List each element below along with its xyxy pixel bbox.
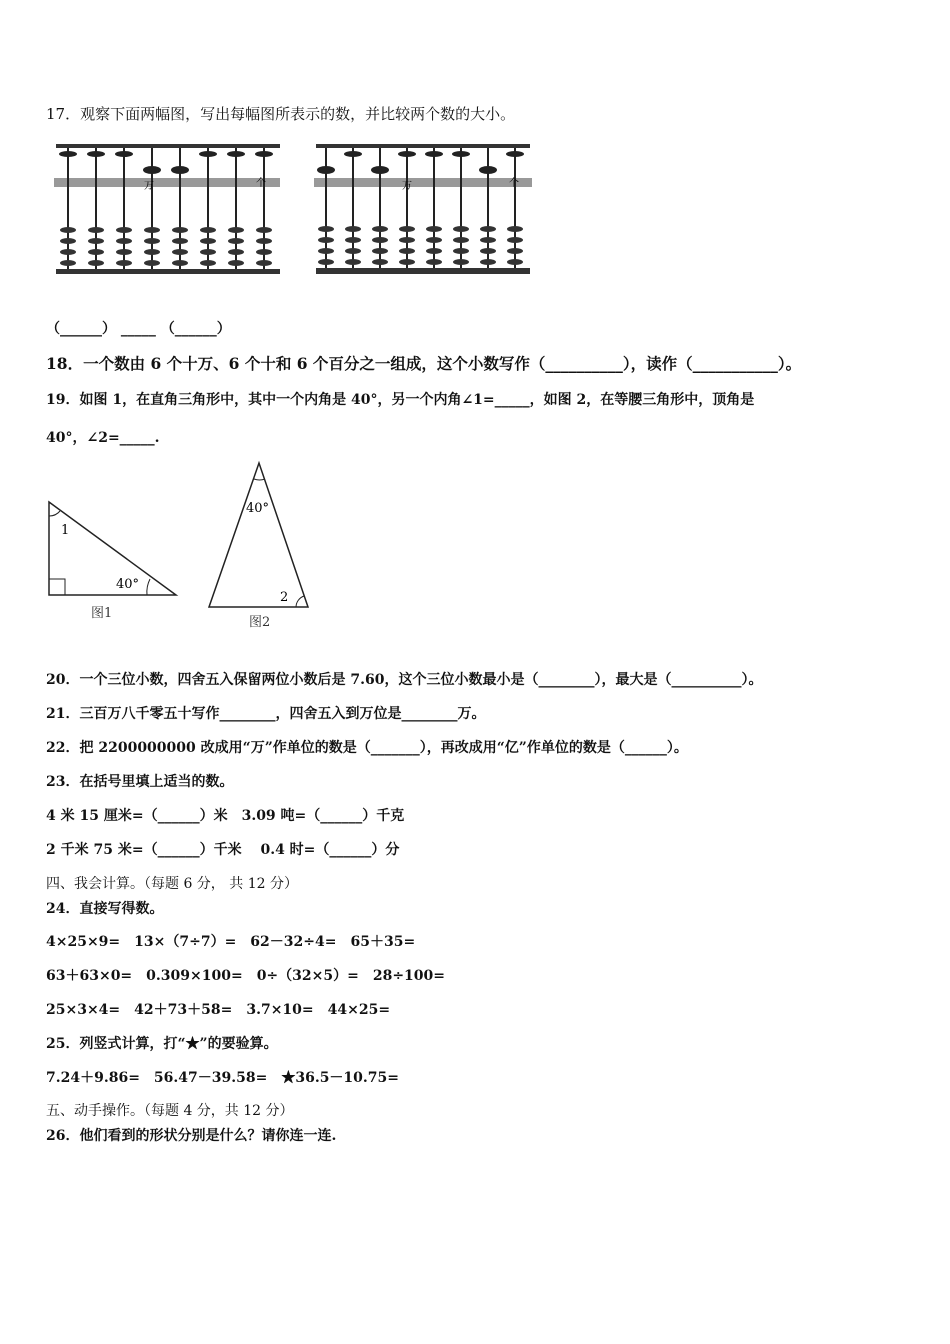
figure-1-angle-label: 1: [61, 523, 70, 538]
abacus-right-wan-label: 万: [402, 181, 412, 192]
figure-2-caption: 图2: [249, 615, 271, 630]
abacus-figure-right: [312, 138, 534, 280]
figure-1-caption: 图1: [91, 606, 113, 621]
abacus-left-wan-label: 万: [144, 181, 154, 192]
question-20: 20．一个三位小数，四舍五入保留两位小数后是 7.60，这个三位小数最小是（________），最大是（__________）。: [46, 672, 763, 688]
figure-1-right-triangle: [44, 492, 184, 624]
question-23: 23．在括号里填上适当的数。: [46, 774, 234, 790]
question-17: 17．观察下面两幅图，写出每幅图所表示的数，并比较两个数的大小。: [46, 105, 516, 123]
question-18: 18．一个数由 6 个十万、6 个十和 6 个百分之一组成，这个小数写作（__________），读作（___________）。: [46, 354, 802, 373]
abacus-left-ge-label: 个: [256, 178, 266, 189]
question-24: 24．直接写得数。: [46, 901, 164, 917]
figure-1-angle-value: 40°: [116, 577, 140, 592]
question-19-line1: 19．如图 1，在直角三角形中，其中一个内角是 40°，另一个内角∠1=_____，如图 2，在等腰三角形中，顶角是: [46, 392, 755, 408]
section-5-title: 五、动手操作。（每题 4 分，共 12 分）: [46, 1103, 294, 1119]
question-24-row-3: 25×3×4= 42＋73＋58= 3.7×10= 44×25=: [46, 1002, 391, 1018]
question-24-row-1: 4×25×9= 13×（7÷7）= 62－32÷4= 65＋35=: [46, 934, 416, 950]
question-25: 25．列竖式计算，打“★”的要验算。: [46, 1036, 278, 1052]
question-24-row-2: 63＋63×0= 0.309×100= 0÷（32×5）= 28÷100=: [46, 968, 446, 984]
question-21: 21．三百万八千零五十写作________，四舍五入到万位是________万。: [46, 706, 486, 722]
abacus-right-ge-label: 个: [509, 178, 519, 189]
question-26: 26．他们看到的形状分别是什么？请你连一连.: [46, 1128, 337, 1144]
question-25-row-1: 7.24＋9.86= 56.47－39.58= ★36.5－10.75=: [46, 1070, 400, 1086]
figure-2-isosceles-triangle: [204, 458, 316, 634]
question-22: 22．把 2200000000 改成用“万”作单位的数是（_______），再改成用“亿”作单位的数是（______）。: [46, 740, 688, 756]
question-19-line2: 40°，∠2=_____.: [46, 430, 160, 446]
question-23-row-1: 4 米 15 厘米=（______）米 3.09 吨=（______）千克: [46, 808, 405, 824]
figure-2-angle-value: 40°: [246, 501, 270, 516]
question-23-row-2: 2 千米 75 米=（______）千米 0.4 时=（______）分: [46, 842, 400, 858]
q17-answer-line: （______） _____ （______）: [46, 321, 231, 337]
section-4-title: 四、我会计算。（每题 6 分， 共 12 分）: [46, 876, 298, 892]
figure-2-angle-label: 2: [280, 590, 289, 605]
abacus-figure-left: [52, 138, 284, 280]
